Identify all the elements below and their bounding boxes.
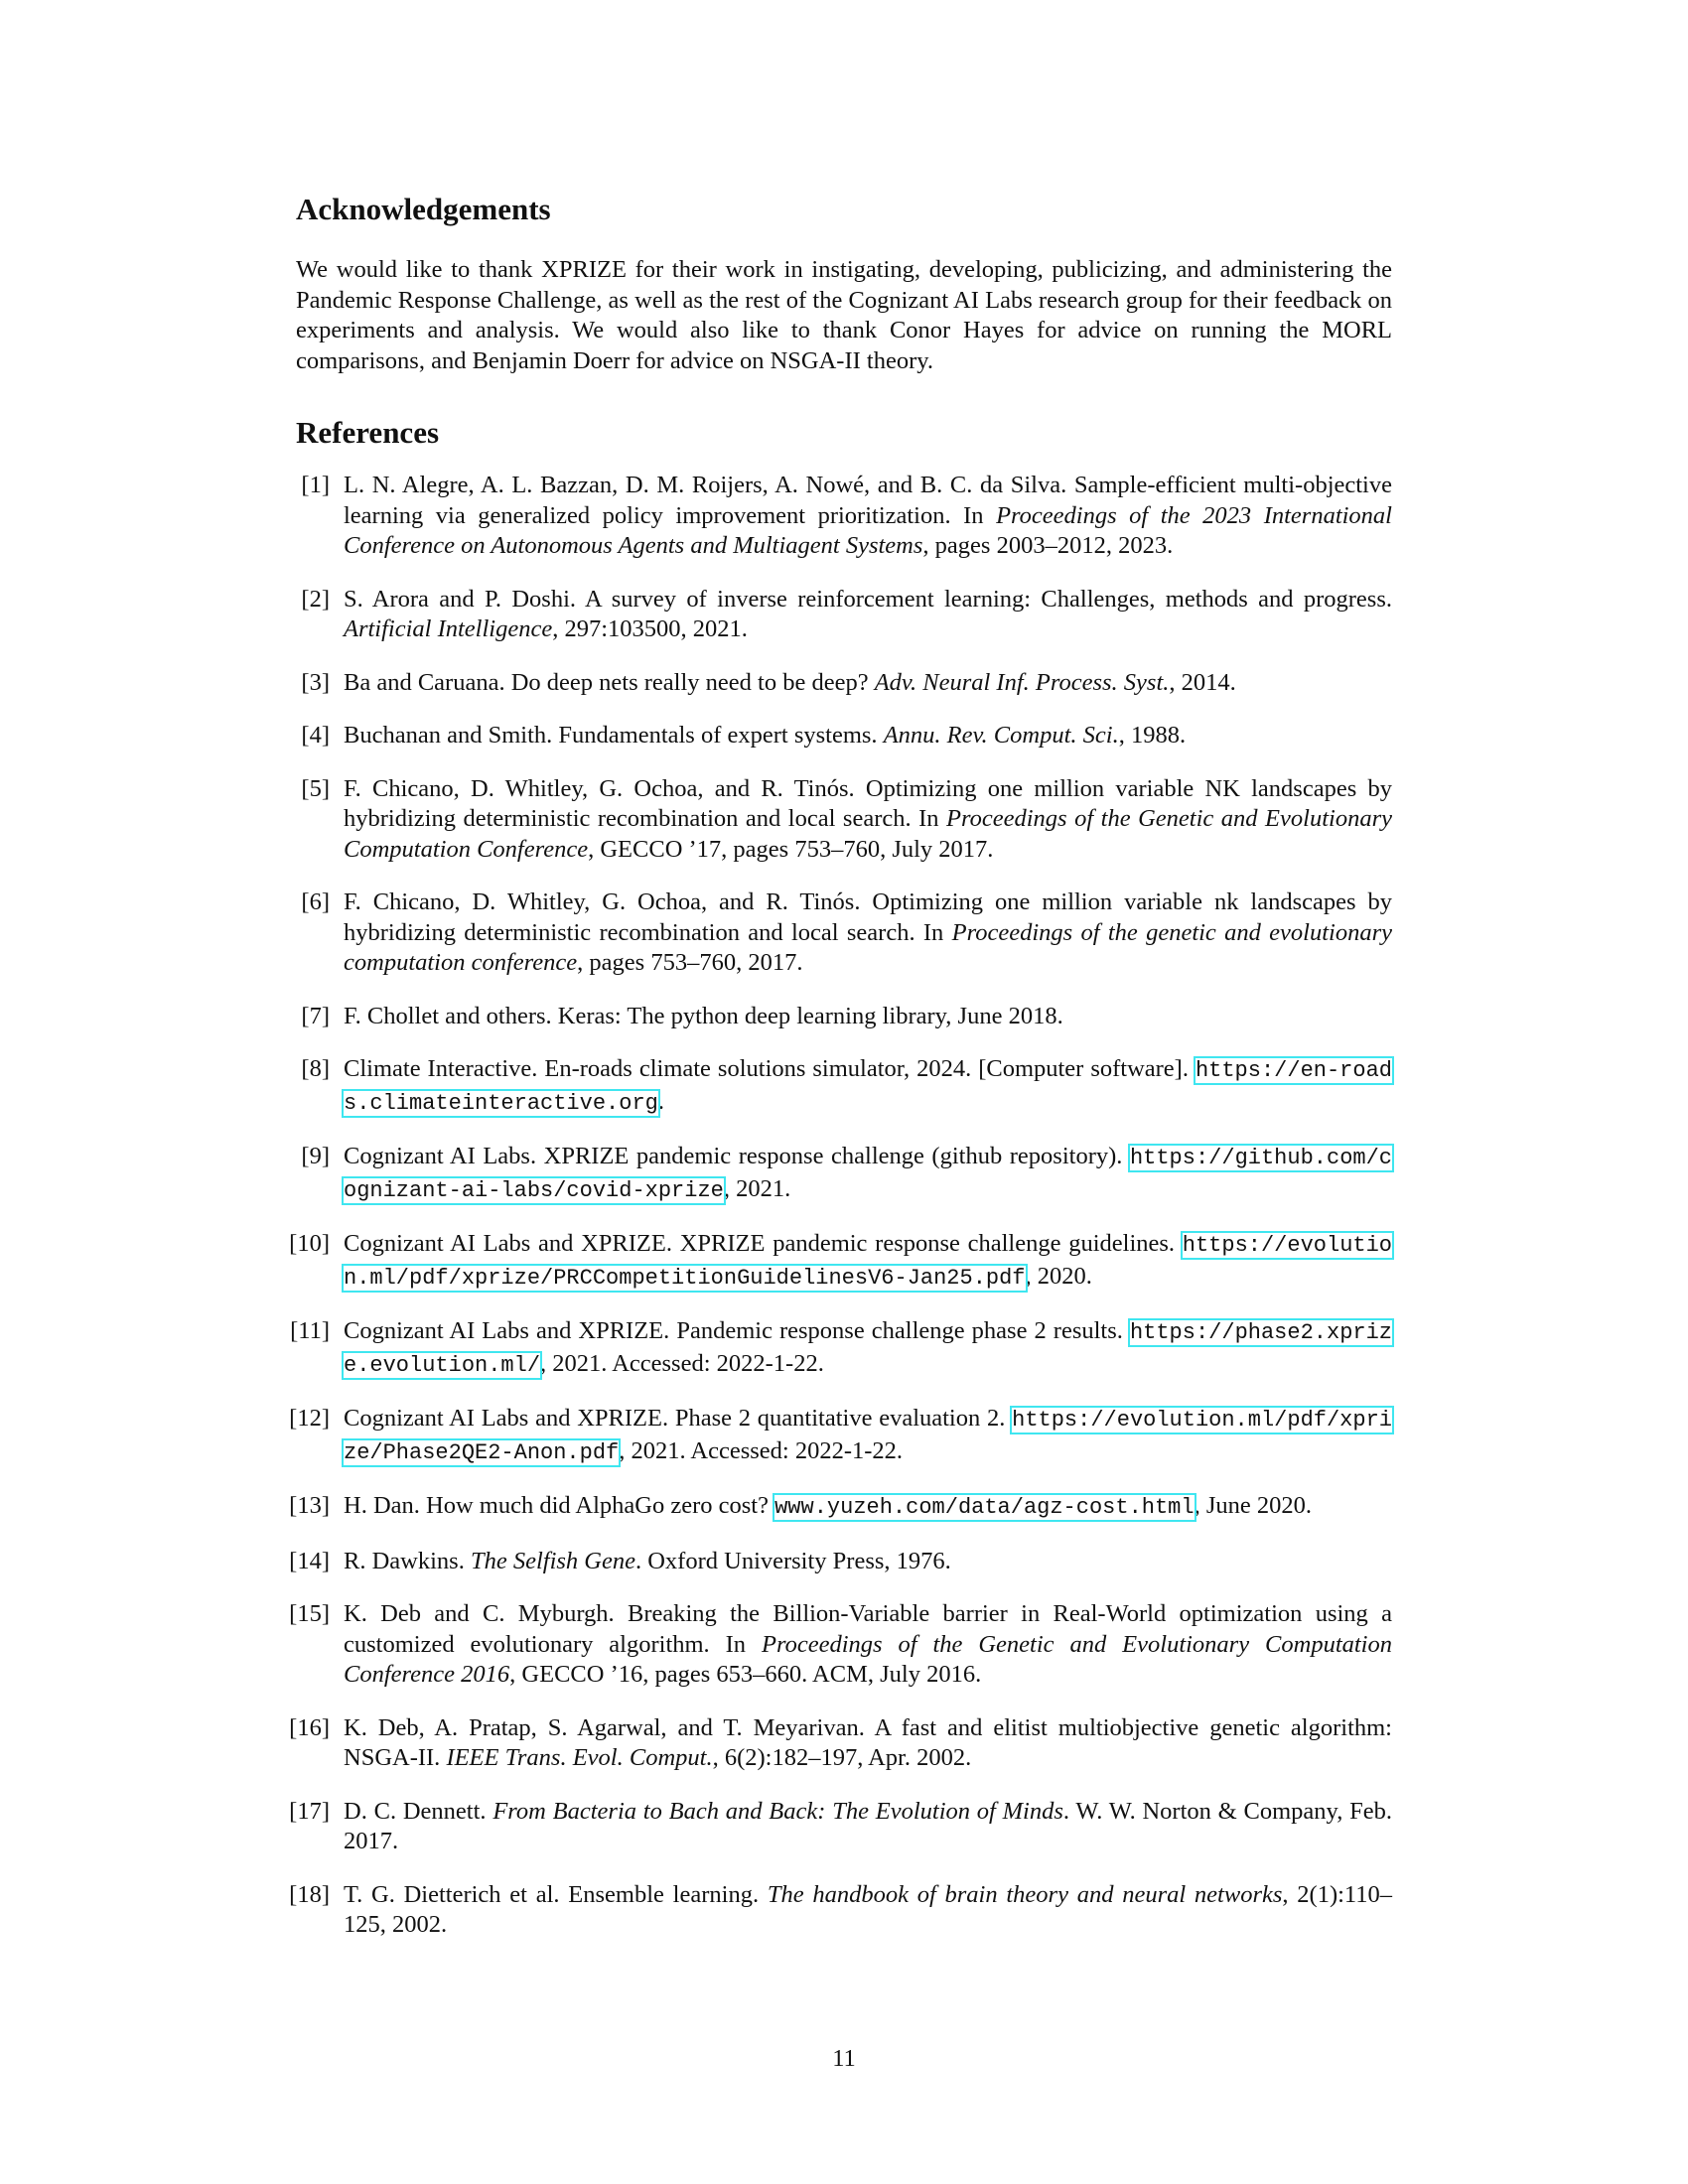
reference-item	[289, 1491, 1392, 1524]
reference-details: , 2021. Accessed: 2022-1-22.	[540, 1349, 824, 1377]
reference-authors-title: S. Arora and P. Doshi. A survey of inverse reinforcement learning: Challenges, methods and progress.	[344, 585, 1392, 613]
reference-text	[344, 1491, 1392, 1524]
reference-number: [17]	[289, 1797, 330, 1825]
reference-url-link[interactable]: https://evolution.ml/pdf/xprize/PRCCompetitionGuidelinesV6-Jan25.pdf	[344, 1233, 1392, 1291]
reference-details: , 297:103500, 2021.	[552, 615, 748, 643]
reference-details: . W. W. Norton & Company, Feb. 2017.	[344, 1797, 1392, 1855]
reference-item	[289, 1880, 1393, 1941]
reference-number: [10]	[289, 1230, 330, 1258]
reference-authors-title: R. Dawkins.	[344, 1547, 471, 1574]
reference-venue: From Bacteria to Bach and Back: The Evolution of Minds	[492, 1797, 1063, 1825]
reference-venue: The handbook of brain theory and neural networks	[767, 1880, 1283, 1908]
reference-details: , 2014.	[1169, 668, 1236, 696]
reference-number: [4]	[301, 722, 330, 750]
reference-text	[344, 668, 1392, 699]
reference-venue: Artificial Intelligence	[344, 615, 553, 643]
reference-details: , 2021. Accessed: 2022-1-22.	[619, 1436, 904, 1464]
acknowledgements-heading: Acknowledgements	[296, 192, 551, 226]
reference-authors-title: Ba and Caruana. Do deep nets really need to be deep?	[344, 668, 875, 696]
reference-number: [16]	[289, 1713, 330, 1741]
reference-text	[344, 1599, 1392, 1691]
reference-authors-title: Buchanan and Smith. Fundamentals of expert systems.	[344, 722, 884, 750]
reference-authors-title: K. Deb and C. Myburgh. Breaking the Billion-Variable barrier in Real-World optimization using a customized evolutionary algorithm. In	[344, 1600, 1392, 1658]
reference-authors-title: T. G. Dietterich et al. Ensemble learning.	[344, 1880, 768, 1908]
page-content	[289, 191, 1393, 1964]
reference-number: [6]	[301, 888, 330, 916]
reference-text	[344, 774, 1392, 866]
reference-venue: Proceedings of the 2023 International Conference on Autonomous Agents and Multiagent Systems	[344, 501, 1392, 560]
reference-text	[344, 1054, 1392, 1119]
reference-number: [15]	[289, 1600, 330, 1628]
reference-item	[289, 1797, 1392, 1857]
reference-venue: Proceedings of the Genetic and Evolutionary Computation Conference 2016	[344, 1630, 1392, 1689]
reference-text	[344, 1229, 1392, 1294]
reference-item	[296, 668, 1392, 699]
reference-text	[344, 1404, 1392, 1468]
reference-authors-title: L. N. Alegre, A. L. Bazzan, D. M. Roijers, A. Nowé, and B. C. da Silva. Sample-efficient multi-objective learning via generalized policy improvement prioritization. In	[344, 472, 1392, 529]
reference-url-link[interactable]: https://en-roads.climateinteractive.org	[344, 1058, 1392, 1116]
reference-text	[344, 1880, 1392, 1941]
page-number: 11	[832, 2045, 856, 2072]
reference-text	[344, 887, 1392, 979]
reference-details: , GECCO ’17, pages 753–760, July 2017.	[588, 835, 994, 863]
reference-details: , pages 2003–2012, 2023.	[922, 532, 1174, 560]
reference-item	[296, 721, 1392, 751]
reference-item	[290, 1316, 1392, 1381]
reference-details: , 2020.	[1025, 1262, 1092, 1290]
reference-url-link[interactable]: www.yuzeh.com/data/agz-cost.html	[774, 1495, 1195, 1521]
reference-text	[344, 1002, 1392, 1032]
reference-authors-title: H. Dan. How much did AlphaGo zero cost?	[344, 1492, 775, 1520]
reference-authors-title: Cognizant AI Labs. XPRIZE pandemic response challenge (github repository).	[344, 1143, 1130, 1170]
reference-item	[296, 887, 1392, 979]
acknowledgements-text: We would like to thank XPRIZE for their work in instigating, developing, publicizing, and administering the Pandemic Response Challenge, as well as the rest of the Cognizant AI Labs research group for their feedback on experiments and analysis. We would also like to thank Conor Hayes for advice on running the MORL comparisons, and Benjamin Doerr for advice on NSGA-II theory.	[296, 256, 1392, 374]
reference-details: , GECCO ’16, pages 653–660. ACM, July 2016.	[509, 1661, 982, 1689]
reference-number: [14]	[289, 1547, 330, 1574]
reference-text	[344, 1316, 1392, 1381]
reference-item	[296, 1142, 1392, 1206]
reference-authors-title: Cognizant AI Labs and XPRIZE. Pandemic response challenge phase 2 results.	[344, 1317, 1130, 1345]
reference-details: , 1988.	[1118, 722, 1187, 750]
reference-text	[344, 1797, 1392, 1857]
reference-number: [13]	[289, 1492, 330, 1520]
reference-details: , pages 753–760, 2017.	[577, 949, 803, 977]
reference-details: .	[657, 1087, 664, 1115]
reference-authors-title: F. Chollet and others. Keras: The python deep learning library, June 2018.	[344, 1002, 1063, 1029]
reference-item	[296, 585, 1392, 645]
reference-number: [8]	[301, 1055, 330, 1083]
reference-venue: Adv. Neural Inf. Process. Syst.	[874, 668, 1170, 696]
reference-item	[289, 1713, 1392, 1774]
reference-text	[344, 721, 1392, 751]
reference-number: [9]	[301, 1143, 330, 1170]
reference-details: , June 2020.	[1194, 1492, 1312, 1520]
reference-text	[344, 585, 1392, 645]
reference-venue: Proceedings of the Genetic and Evolutionary Computation Conference	[344, 805, 1392, 863]
reference-number: [11]	[290, 1317, 330, 1345]
reference-authors-title: F. Chicano, D. Whitley, G. Ochoa, and R. Tinós. Optimizing one million variable NK landscapes by hybridizing deterministic recombination and local search. In	[344, 774, 1392, 833]
reference-item	[296, 1054, 1392, 1119]
reference-item	[296, 774, 1392, 866]
reference-details: . Oxford University Press, 1976.	[634, 1547, 951, 1574]
reference-venue: The Selfish Gene	[470, 1547, 635, 1574]
reference-number: [18]	[289, 1880, 330, 1908]
reference-url-link[interactable]: https://evolution.ml/pdf/xprize/Phase2QE2-Anon.pdf	[344, 1408, 1392, 1465]
reference-item	[289, 1404, 1392, 1468]
reference-number: [12]	[289, 1405, 330, 1433]
reference-authors-title: Cognizant AI Labs and XPRIZE. XPRIZE pandemic response challenge guidelines.	[344, 1230, 1183, 1258]
reference-item	[296, 471, 1392, 562]
reference-text	[344, 471, 1392, 562]
reference-venue: Proceedings of the genetic and evolutionary computation conference	[344, 918, 1392, 977]
reference-url-link[interactable]: https://phase2.xprize.evolution.ml/	[344, 1320, 1392, 1378]
reference-details: , 2(1):110–125, 2002.	[344, 1880, 1393, 1939]
reference-authors-title: D. C. Dennett.	[344, 1797, 493, 1825]
reference-item	[289, 1547, 1392, 1577]
reference-text	[344, 1547, 1392, 1577]
reference-item	[296, 1002, 1392, 1032]
reference-authors-title: F. Chicano, D. Whitley, G. Ochoa, and R. Tinós. Optimizing one million variable nk landscapes by hybridizing deterministic recombination and local search. In	[344, 888, 1392, 946]
reference-item	[289, 1599, 1392, 1691]
reference-venue: Annu. Rev. Comput. Sci.	[883, 722, 1119, 750]
reference-number: [3]	[301, 668, 330, 696]
reference-number: [7]	[301, 1002, 330, 1029]
reference-item	[289, 1229, 1392, 1294]
reference-text	[344, 1142, 1392, 1206]
reference-authors-title: Cognizant AI Labs and XPRIZE. Phase 2 quantitative evaluation 2.	[344, 1405, 1013, 1433]
reference-details: , 6(2):182–197, Apr. 2002.	[712, 1744, 972, 1772]
reference-list	[289, 471, 1393, 1941]
reference-url-link[interactable]: https://github.com/cognizant-ai-labs/covid-xprize	[344, 1146, 1392, 1203]
references-heading: References	[296, 415, 440, 451]
reference-authors-title: K. Deb, A. Pratap, S. Agarwal, and T. Meyarivan. A fast and elitist multiobjective genetic algorithm: NSGA-II.	[344, 1713, 1392, 1772]
reference-venue: IEEE Trans. Evol. Comput.	[446, 1744, 713, 1772]
reference-details: , 2021.	[723, 1174, 791, 1202]
reference-number: [5]	[301, 774, 330, 802]
reference-authors-title: Climate Interactive. En-roads climate solutions simulator, 2024. [Computer software].	[344, 1055, 1196, 1083]
reference-text	[344, 1713, 1392, 1774]
reference-number: [2]	[301, 585, 330, 613]
reference-number: [1]	[301, 472, 330, 499]
